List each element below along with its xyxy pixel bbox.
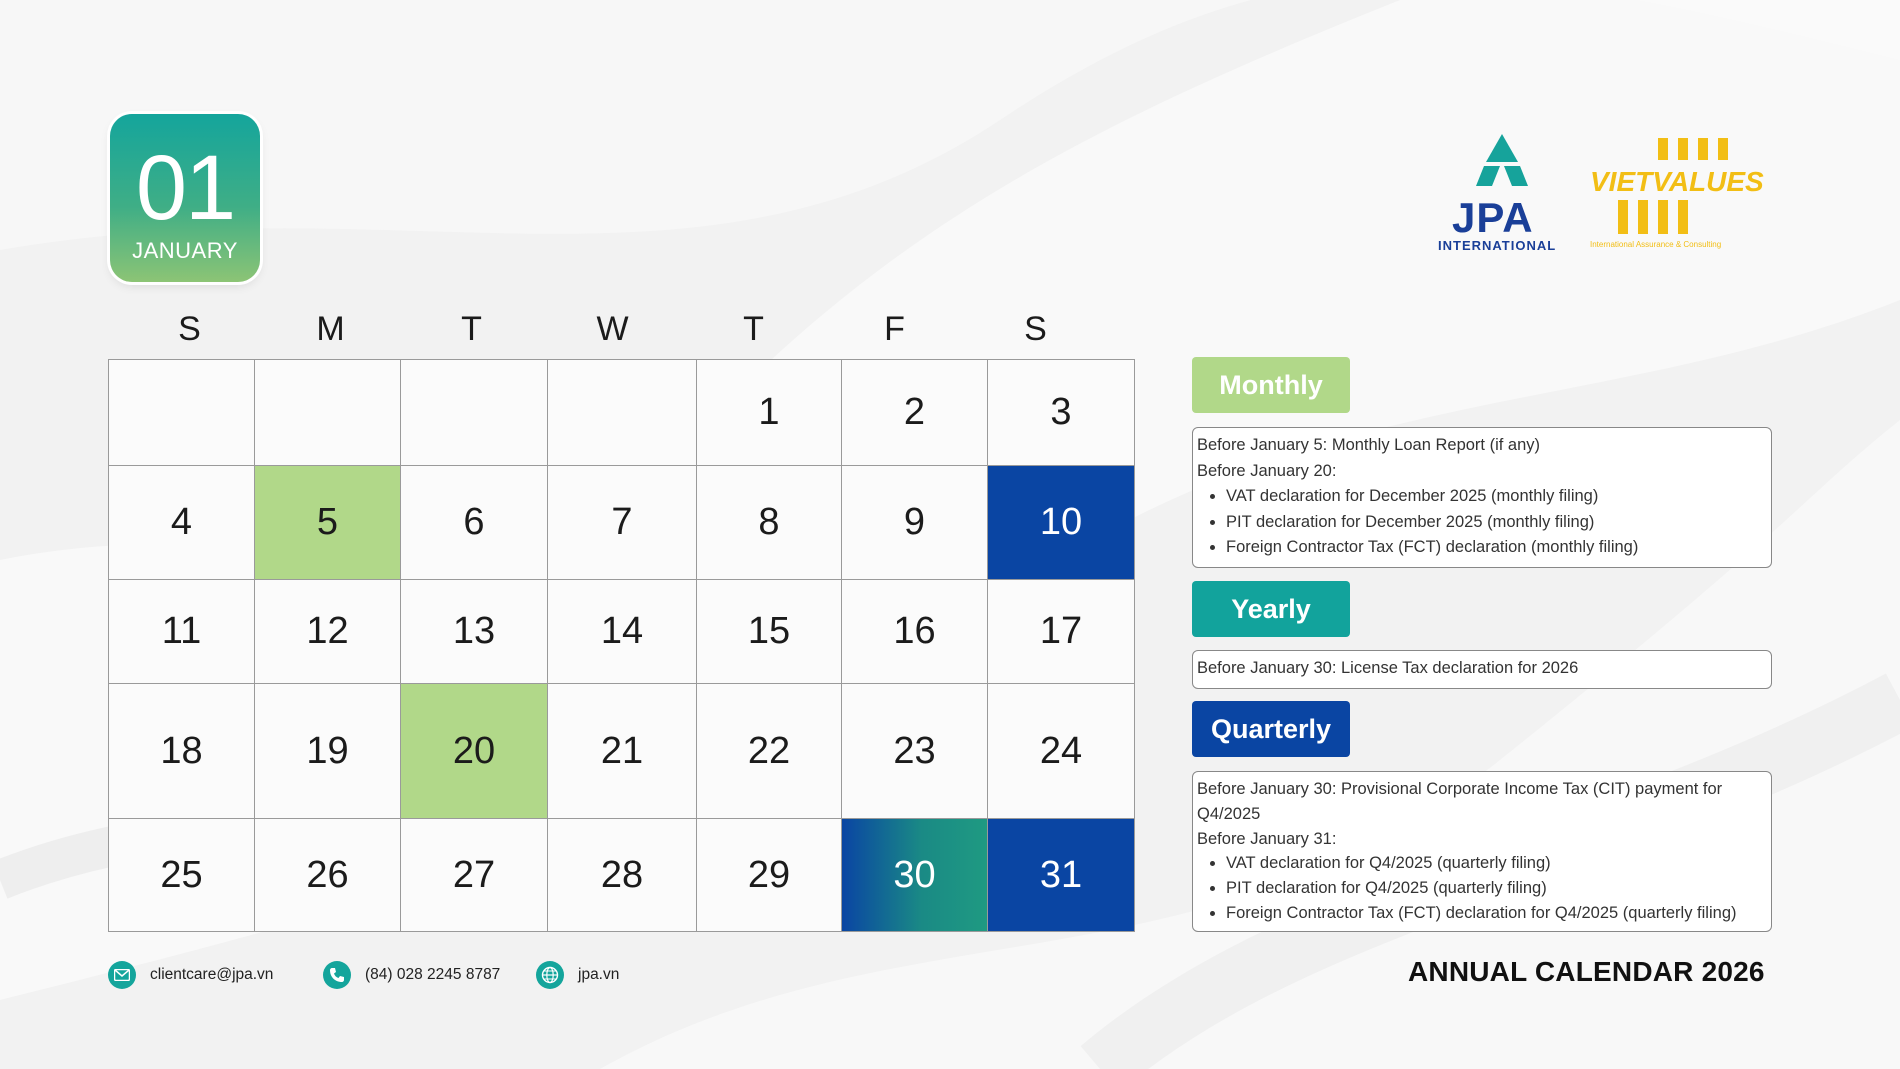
- vietvalues-logo: [1588, 132, 1768, 257]
- list-item: • VAT declaration for Q4/2025 (quarterly filing): [1226, 851, 1766, 876]
- calendar-day-17: 17: [987, 579, 1135, 684]
- phone-icon: [323, 961, 351, 989]
- list-item: • PIT declaration for December 2025 (monthly filing): [1226, 510, 1766, 536]
- quarterly-items: [1197, 851, 1766, 925]
- web-text[interactable]: jpa.vn: [578, 966, 620, 983]
- weekday-wednesday: W: [596, 310, 629, 348]
- calendar-grid: [108, 359, 1134, 931]
- calendar-day-2: 2: [841, 359, 988, 466]
- calendar-day-20: 20: [400, 683, 548, 819]
- calendar-day-9: 9: [841, 465, 988, 580]
- calendar-day-16: 16: [841, 579, 988, 684]
- calendar-day-25: 25: [108, 818, 255, 932]
- calendar-day-13: 13: [400, 579, 548, 684]
- mail-icon: [108, 961, 136, 989]
- weekday-monday: M: [316, 310, 345, 348]
- calendar-day-24: 24: [987, 683, 1135, 819]
- email-text[interactable]: clientcare@jpa.vn: [150, 966, 274, 983]
- calendar-day-11: 11: [108, 579, 255, 684]
- calendar-day-5: 5: [254, 465, 401, 580]
- calendar-day-21: 21: [547, 683, 697, 819]
- calendar-day-15: 15: [696, 579, 842, 684]
- jpa-logo: [1438, 132, 1568, 252]
- month-badge: [110, 114, 260, 282]
- list-item: • VAT declaration for December 2025 (monthly filing): [1226, 484, 1766, 510]
- quarterly-line-1: Before January 30: Provisional Corporate Income Tax (CIT) payment for Q4/2025: [1197, 780, 1723, 823]
- triangle-logo-icon: [1462, 132, 1542, 198]
- quarterly-deadlines-box: [1192, 771, 1772, 932]
- calendar-day-14: 14: [547, 579, 697, 684]
- monthly-deadlines-box: [1192, 427, 1772, 568]
- vietvalues-logo-subtitle: International Assurance & Consulting: [1590, 240, 1722, 249]
- calendar-day-6: 6: [400, 465, 548, 580]
- calendar-day-empty: [254, 359, 401, 466]
- calendar-day-30: 30: [841, 818, 988, 932]
- weekday-tuesday: T: [461, 310, 482, 348]
- yearly-line-1: Before January 30: License Tax declaration for 2026: [1197, 659, 1579, 677]
- calendar-day-18: 18: [108, 683, 255, 819]
- list-item: • Foreign Contractor Tax (FCT) declaration for Q4/2025 (quarterly filing): [1226, 901, 1766, 926]
- calendar-day-12: 12: [254, 579, 401, 684]
- weekday-saturday: S: [1024, 310, 1047, 348]
- weekday-friday: F: [884, 310, 905, 348]
- jpa-logo-name: JPA: [1452, 194, 1534, 241]
- monthly-line-1: Before January 5: Monthly Loan Report (if any): [1197, 436, 1541, 454]
- email-contact[interactable]: [108, 960, 273, 990]
- vietvalues-logo-name: VIETVALUES: [1590, 166, 1764, 197]
- calendar-day-29: 29: [696, 818, 842, 932]
- calendar-day-10: 10: [987, 465, 1135, 580]
- month-number: 01: [135, 137, 235, 239]
- month-name: JANUARY: [132, 238, 238, 263]
- calendar-day-4: 4: [108, 465, 255, 580]
- annual-calendar-title: ANNUAL CALENDAR 2026: [1408, 956, 1765, 987]
- yearly-tag: Yearly: [1192, 581, 1350, 637]
- calendar-day-3: 3: [987, 359, 1135, 466]
- calendar-day-28: 28: [547, 818, 697, 932]
- calendar-day-empty: [108, 359, 255, 466]
- monthly-tag: Monthly: [1192, 357, 1350, 413]
- phone-contact[interactable]: [323, 960, 500, 990]
- list-item: • Foreign Contractor Tax (FCT) declaration (monthly filing): [1226, 535, 1766, 561]
- phone-text[interactable]: (84) 028 2245 8787: [365, 966, 501, 983]
- calendar-day-31: 31: [987, 818, 1135, 932]
- monthly-line-2: Before January 20:: [1197, 461, 1337, 480]
- quarterly-line-2: Before January 31:: [1197, 829, 1337, 848]
- calendar-day-7: 7: [547, 465, 697, 580]
- calendar-day-19: 19: [254, 683, 401, 819]
- jpa-logo-subtitle: INTERNATIONAL: [1438, 238, 1557, 253]
- calendar-day-empty: [547, 359, 697, 466]
- weekday-thursday: T: [743, 310, 764, 348]
- monthly-items: [1197, 484, 1766, 561]
- calendar-day-23: 23: [841, 683, 988, 819]
- calendar-day-8: 8: [696, 465, 842, 580]
- calendar-day-22: 22: [696, 683, 842, 819]
- quarterly-tag: Quarterly: [1192, 701, 1350, 757]
- weekday-sunday: S: [178, 310, 201, 348]
- list-item: • PIT declaration for Q4/2025 (quarterly filing): [1226, 876, 1766, 901]
- calendar-day-empty: [400, 359, 548, 466]
- calendar-day-27: 27: [400, 818, 548, 932]
- globe-icon: [536, 961, 564, 989]
- yearly-deadlines-box: [1192, 650, 1772, 689]
- calendar-day-26: 26: [254, 818, 401, 932]
- web-contact[interactable]: [536, 960, 619, 990]
- calendar-day-1: 1: [696, 359, 842, 466]
